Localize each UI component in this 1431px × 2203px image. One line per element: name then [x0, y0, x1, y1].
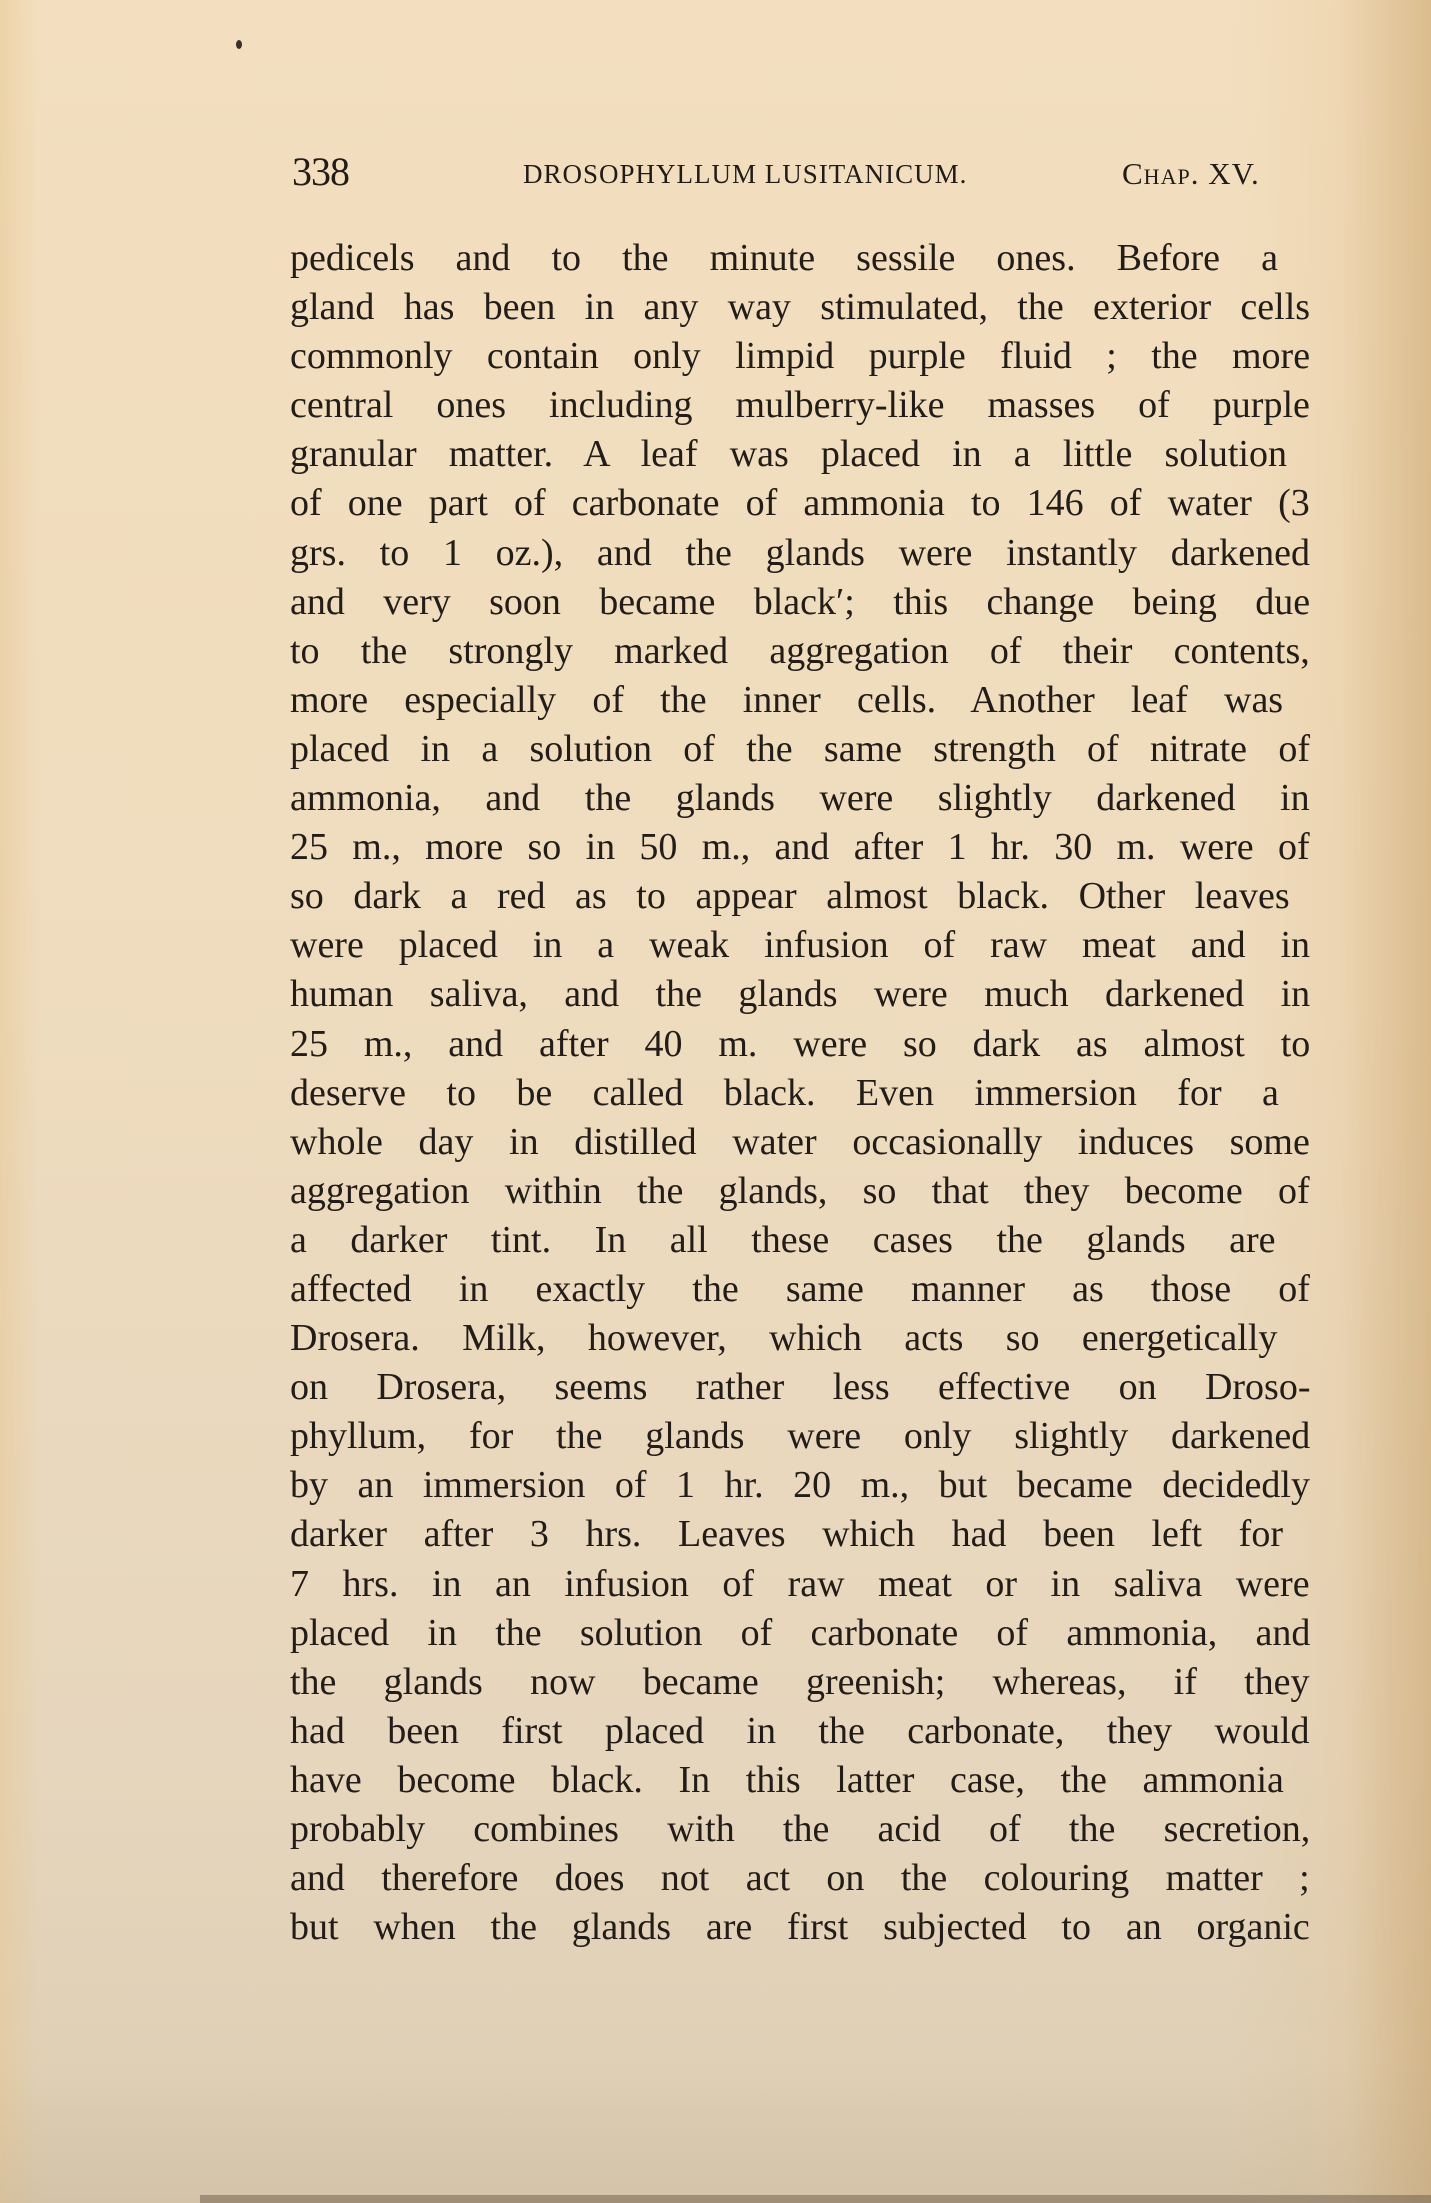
- text-line: central ones including mulberry-like masses of purple: [290, 384, 1310, 427]
- chapter-label: Chap. XV.: [1122, 156, 1260, 191]
- text-line: and very soon became black′; this change being due: [290, 580, 1311, 623]
- text-line: whole day in distilled water occasionally induces some: [290, 1120, 1310, 1163]
- text-line: ammonia, and the glands were slightly darkened in: [290, 777, 1310, 820]
- text-line: but when the glands are first subjected to an organic: [290, 1906, 1310, 1949]
- text-line: granular matter. A leaf was placed in a little solution: [290, 433, 1287, 476]
- text-line: a darker tint. In all these cases the glands are: [290, 1218, 1276, 1261]
- text-line: 7 hrs. in an infusion of raw meat or in saliva were: [290, 1562, 1310, 1605]
- text-line: more especially of the inner cells. Another leaf was: [290, 678, 1284, 721]
- page-number: 338: [292, 149, 349, 194]
- text-line: phyllum, for the glands were only slightly darkened: [290, 1415, 1311, 1458]
- page-bottom-edge: [200, 2195, 1431, 2203]
- text-line: human saliva, and the glands were much darkened in: [290, 973, 1311, 1016]
- text-line: on Drosera, seems rather less effective on Droso-: [290, 1366, 1311, 1409]
- text-line: had been first placed in the carbonate, they would: [290, 1709, 1310, 1752]
- text-line: deserve to be called black. Even immersion for a: [290, 1071, 1279, 1114]
- book-page: [290, 148, 1311, 1949]
- text-line: have become black. In this latter case, the ammonia: [290, 1758, 1284, 1801]
- text-line: probably combines with the acid of the secretion,: [290, 1808, 1311, 1850]
- text-line: aggregation within the glands, so that they become of: [290, 1169, 1310, 1212]
- text-line: of one part of carbonate of ammonia to 146 of water (3: [290, 482, 1310, 525]
- text-line: darker after 3 hrs. Leaves which had been left for: [290, 1513, 1283, 1556]
- text-line: pedicels and to the minute sessile ones. Before a: [290, 237, 1278, 279]
- text-line: the glands now became greenish; whereas, if they: [290, 1660, 1310, 1703]
- text-line: so dark a red as to appear almost black. Other leaves: [290, 875, 1290, 918]
- text-line: to the strongly marked aggregation of their contents,: [290, 629, 1310, 672]
- running-title: DROSOPHYLLUM LUSITANICUM.: [523, 159, 968, 189]
- text-line: were placed in a weak infusion of raw meat and in: [290, 924, 1311, 967]
- running-head: [290, 148, 1310, 198]
- text-line: commonly contain only limpid purple fluid ; the more: [290, 335, 1311, 378]
- text-line: placed in the solution of carbonate of ammonia, and: [290, 1611, 1311, 1654]
- text-line: Drosera. Milk, however, which acts so energetically: [290, 1317, 1278, 1360]
- text-line: grs. to 1 oz.), and the glands were instantly darkened: [290, 531, 1310, 574]
- text-line: 25 m., and after 40 m. were so dark as almost to: [290, 1022, 1311, 1065]
- text-line: gland has been in any way stimulated, the exterior cells: [290, 286, 1311, 329]
- body-text: [290, 234, 1310, 1952]
- text-line: placed in a solution of the same strength of nitrate of: [290, 727, 1310, 770]
- page-shadow: [0, 2060, 1431, 2203]
- ink-speck: [236, 40, 242, 49]
- text-line: 25 m., more so in 50 m., and after 1 hr. 30 m. were of: [290, 826, 1310, 869]
- text-line: affected in exactly the same manner as those of: [290, 1267, 1310, 1310]
- text-line: by an immersion of 1 hr. 20 m., but became decidedly: [290, 1464, 1310, 1507]
- text-line: and therefore does not act on the colouring matter ;: [290, 1857, 1310, 1900]
